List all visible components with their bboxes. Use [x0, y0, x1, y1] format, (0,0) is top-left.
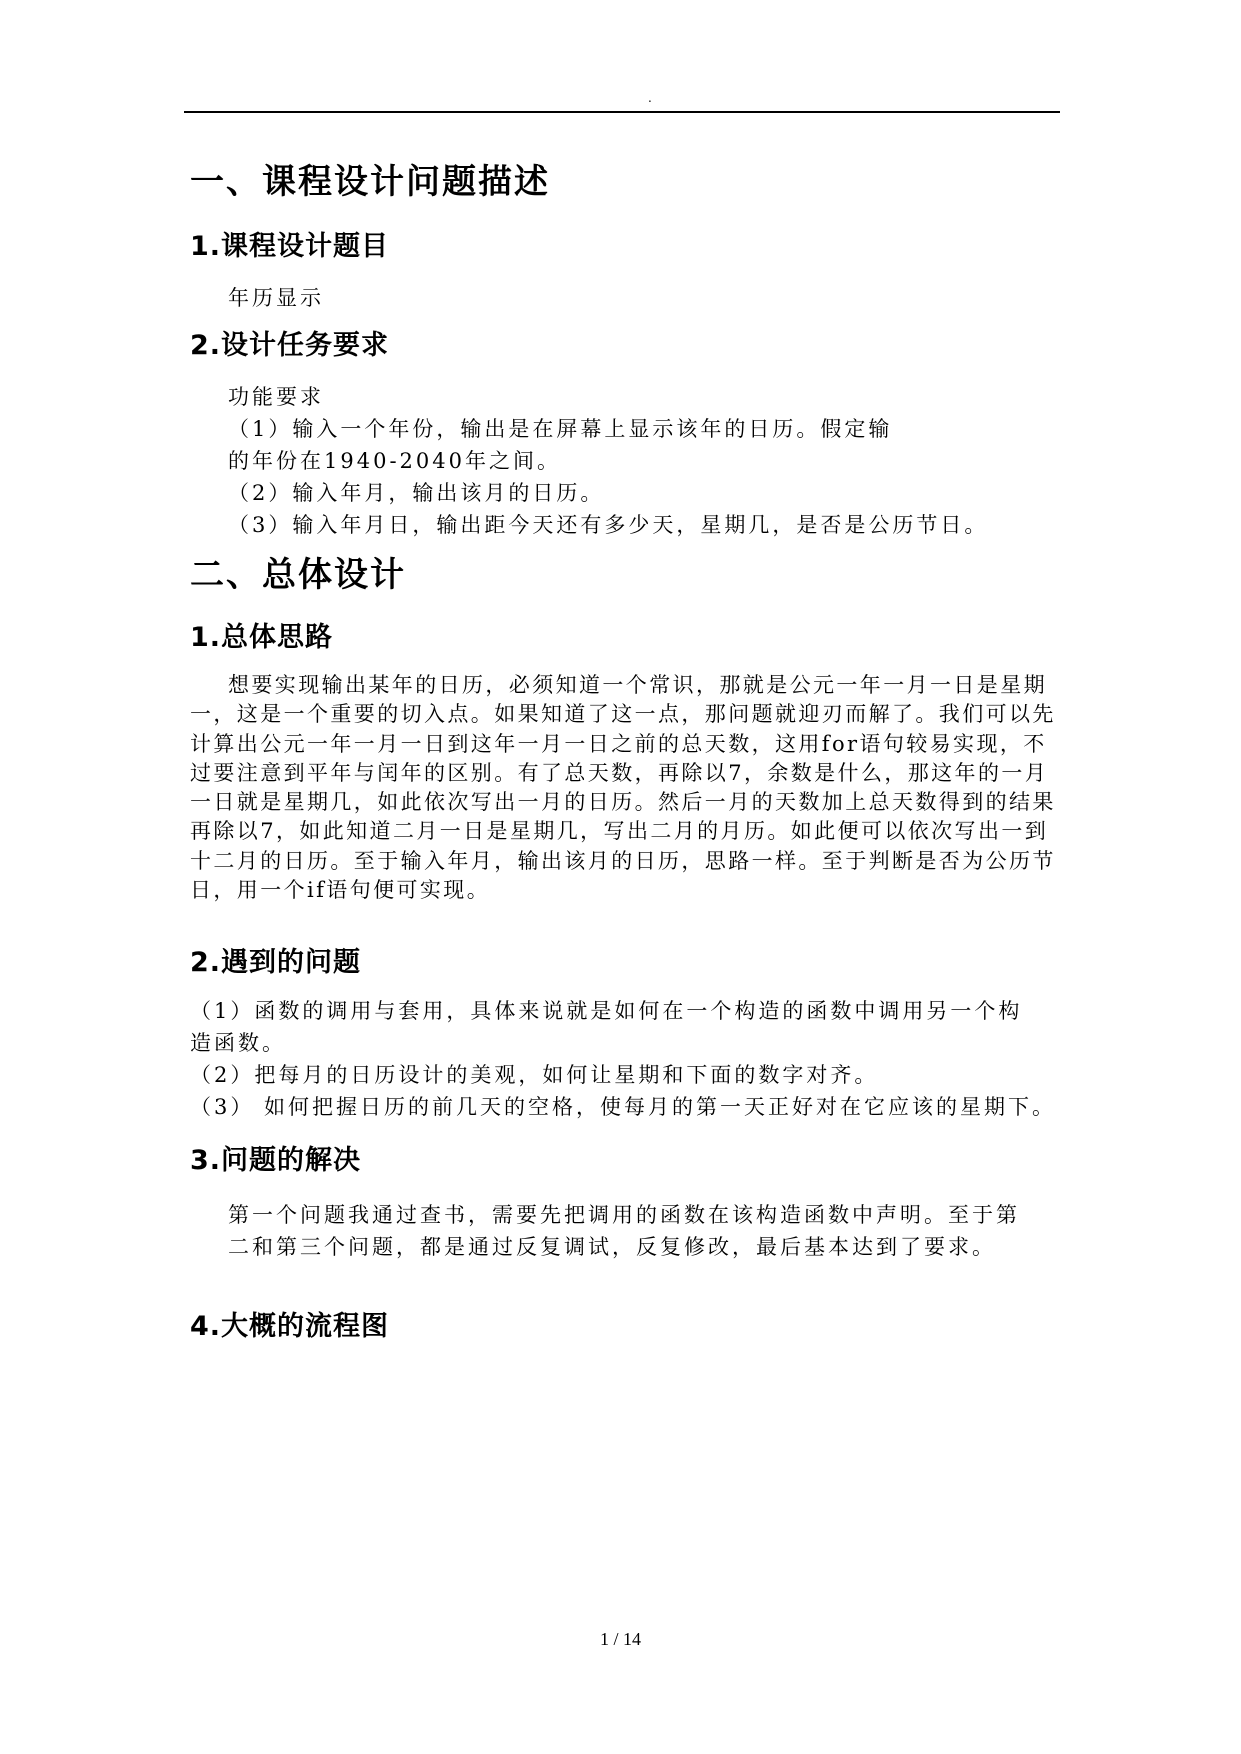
requirement-item: （2）输入年月，输出该月的日历。	[228, 481, 605, 505]
overall-idea-paragraph: 想要实现输出某年的日历，必须知道一个常识，那就是公元一年一月一日是星期一，这是一个重要的切入点。如果知道了这一点，那问题就迎刃而解了。我们可以先计算出公元一年一月一日到这年一月一日之前的总天数，这用for语句较易实现，不过要注意到平年与闰年的区别。有了总天数，再除以7，余数是什么，那这年的一月一日就是星期几，如此依次写出一月的日历。然后一月的天数加上总天数得到的结果再除以7，如此知道二月一日是星期几，写出二月的月历。如此便可以依次写出一到十二月的日历。至于输入年月，输出该月的日历，思路一样。至于判断是否为公历节日，用一个if语句便可实现。	[190, 673, 1056, 903]
requirements-intro: 功能要求	[228, 385, 324, 409]
solution-line: 二和第三个问题，都是通过反复调试，反复修改，最后基本达到了要求。	[228, 1235, 996, 1259]
problem-item: （2）把每月的日历设计的美观，如何让星期和下面的数字对齐。	[190, 1063, 879, 1087]
header-mark: .	[648, 91, 652, 105]
subsection-2-4-title: 4.大概的流程图	[190, 1311, 390, 1342]
problem-item: 造函数。	[190, 1031, 286, 1055]
page-number: 1 / 14	[599, 1629, 641, 1649]
requirement-item: 的年份在1940-2040年之间。	[228, 449, 561, 473]
problem-item: （3） 如何把握日历的前几天的空格，使每月的第一天正好对在它应该的星期下。	[190, 1095, 1057, 1119]
subsection-2-2-title: 2.遇到的问题	[190, 947, 362, 978]
subsection-1-1-title: 1.课程设计题目	[190, 231, 390, 262]
header-divider	[184, 111, 1060, 113]
section-1-title: 一、课程设计问题描述	[190, 162, 550, 202]
section-2-title: 二、总体设计	[190, 555, 406, 595]
subsection-2-1-title: 1.总体思路	[190, 622, 334, 653]
requirement-item: （1）输入一个年份，输出是在屏幕上显示该年的日历。假定输	[228, 417, 893, 441]
subsection-2-3-title: 3.问题的解决	[190, 1145, 362, 1176]
requirement-item: （3）输入年月日，输出距今天还有多少天，星期几，是否是公历节日。	[228, 513, 989, 537]
subsection-1-2-title: 2.设计任务要求	[190, 330, 390, 361]
course-topic: 年历显示	[228, 286, 324, 310]
solution-line: 第一个问题我通过查书，需要先把调用的函数在该构造函数中声明。至于第	[228, 1203, 1020, 1227]
problem-item: （1）函数的调用与套用，具体来说就是如何在一个构造的函数中调用另一个构	[190, 999, 1023, 1023]
